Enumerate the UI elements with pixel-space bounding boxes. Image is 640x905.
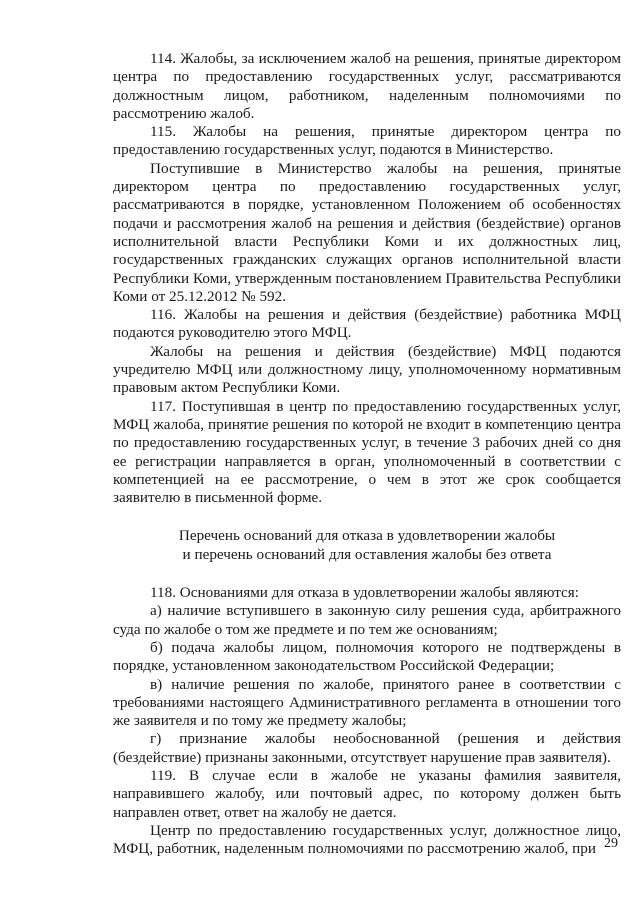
paragraph-115-ministry: Поступившие в Министерство жалобы на решения, принятые директором центра по предоставлению государственных услуг, рассматриваются в порядке, установленном Положением об особенностях подачи и рассмотрения жалоб на решения и действия (бездействие) органов исполнительной власти Республики Коми и их должностных лиц, государственных гражданских служащих органов исполнительной власти Республики Коми, утвержденным постановлением Правительства Республики Коми от 25.12.2012 № 592. xyxy=(113,159,621,305)
paragraph-118-g: г) признание жалобы необоснованной (решения и действия (бездействие) признаны законными, отсутствует нарушение прав заявителя). xyxy=(113,730,621,766)
paragraph-115: 115. Жалобы на решения, принятые директором центра по предоставлению государственных услуг, подаются в Министерство. xyxy=(113,123,621,159)
paragraph-114: 114. Жалобы, за исключением жалоб на решения, принятые директором центра по предоставлению государственных услуг, рассматриваются должностным лицом, работником, наделенным полномочиями по рассмотрению жалоб. xyxy=(113,50,621,122)
paragraph-118-v: в) наличие решения по жалобе, принятого ранее в соответствии с требованиями настоящего Административного регламента в отношении того же заявителя и по тому же предмету жалобы; xyxy=(113,675,621,730)
paragraph-118-a: а) наличие вступившего в законную силу решения суда, арбитражного суда по жалобе о том же предмете и по тем же основаниям; xyxy=(113,602,621,638)
page-number: 29 xyxy=(604,836,618,851)
paragraph-118: 118. Основаниями для отказа в удовлетворении жалобы являются: xyxy=(150,584,580,602)
section-heading: Перечень оснований для отказа в удовлетворении жалобы и перечень оснований для оставления жалобы без ответа xyxy=(178,527,556,563)
paragraph-118-b: б) подача жалобы лицом, полномочия которого не подтверждены в порядке, установленном законодательством Российской Федерации; xyxy=(113,638,621,675)
document-body xyxy=(113,50,621,858)
paragraph-116: 116. Жалобы на решения и действия (бездействие) работника МФЦ подаются руководителю этого МФЦ. xyxy=(113,306,621,342)
paragraph-116-mfc: Жалобы на решения и действия (бездействие) МФЦ подаются учредителю МФЦ или должностному лицу, уполномоченному нормативным правовым актом Республики Коми. xyxy=(113,342,621,397)
paragraph-119-center: Центр по предоставлению государственных услуг, должностное лицо, МФЦ, работник, наделенным полномочиями по рассмотрению жалоб, при xyxy=(113,821,621,858)
paragraph-119: 119. В случае если в жалобе не указаны фамилия заявителя, направившего жалобу, или почтовый адрес, по которому должен быть направлен ответ, ответ на жалобу не дается. xyxy=(113,766,621,821)
paragraph-117: 117. Поступившая в центр по предоставлению государственных услуг, МФЦ жалоба, принятие решения по которой не входит в компетенцию центра по предоставлению государственных услуг, в течение 3 рабочих дней со дня ее регистрации направляется в орган, уполномоченный в соответствии с компетенцией на ее рассмотрение, о чем в этот же срок сообщается заявителю в письменной форме. xyxy=(113,397,621,507)
